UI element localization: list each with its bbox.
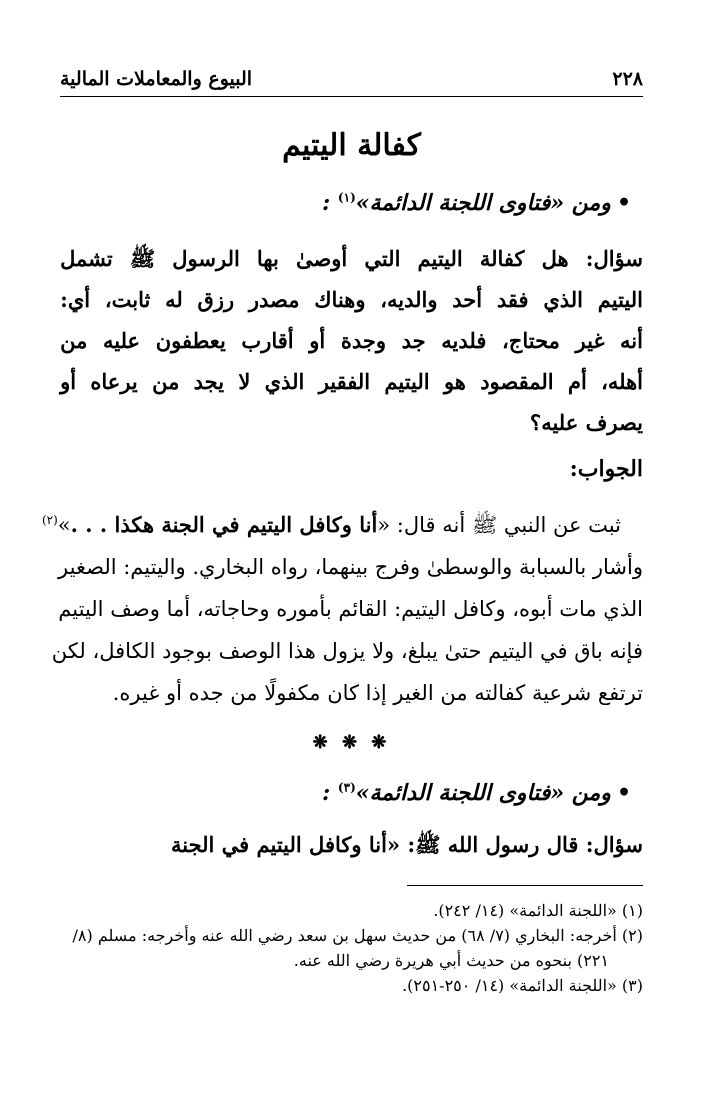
hadith-quote: أنا وكافل اليتيم في الجنة هكذا . . .	[70, 512, 378, 537]
word: الفقير	[318, 369, 371, 394]
footnote-3: (٣) «اللجنة الدائمة» (١٤/ ٢٥٠-٢٥١).	[402, 976, 643, 995]
question-1-line-5	[60, 402, 643, 443]
word: يعطفون	[155, 328, 226, 353]
question-1-line-1	[60, 238, 643, 279]
question-2	[60, 824, 643, 865]
book-page	[41, 0, 643, 1103]
word: عليه	[102, 328, 141, 353]
word: والديه،	[380, 287, 438, 312]
question-2-line-1: سؤال: قال رسول الله ﷺ: «أنا وكافل اليتيم في الجنة	[170, 832, 643, 857]
word: أحد	[452, 287, 483, 312]
answer-line-2: وأشار بالسبابة والوسطىٰ وفرج بينهما، رواه البخاري. واليتيم: الصغير	[58, 555, 643, 579]
word: أقارب	[241, 328, 294, 353]
word: أم	[567, 369, 587, 394]
word: غير	[575, 328, 605, 353]
word: أو	[309, 328, 326, 353]
answer-label: الجواب:	[569, 456, 643, 482]
answer-line-4: فإنه باق في اليتيم حتىٰ يبلغ، ولا يزول هذا الوصف بوجود الكافل، لكن	[51, 639, 643, 663]
word: لا	[238, 369, 251, 394]
running-title: البيوع والمعاملات المالية	[60, 68, 253, 90]
question-1-line-4	[60, 361, 643, 402]
word: له	[165, 287, 183, 312]
word: أنه	[620, 328, 643, 353]
source-colon-1: :	[322, 190, 331, 216]
word: يصرف عليه؟	[530, 410, 643, 435]
word: فقد	[496, 287, 529, 312]
word: المقصود	[480, 369, 554, 394]
word: أهله،	[601, 369, 643, 394]
page-number: ٢٢٨	[612, 68, 643, 90]
answer-line-1	[41, 499, 643, 546]
word: يرعاه	[90, 369, 138, 394]
source-text-2: ومن «فتاوى اللجنة الدائمة»	[355, 780, 611, 806]
word: تشمل	[60, 246, 113, 271]
page-header	[60, 62, 643, 90]
word: أو	[60, 369, 77, 394]
footnotes	[60, 898, 643, 998]
source-colon-2: :	[322, 780, 331, 806]
footnote-1: (١) «اللجنة الدائمة» (١٤/ ٢٤٢).	[433, 901, 643, 920]
word: هو	[443, 369, 466, 394]
bullet-2: •	[616, 780, 631, 806]
word: كفالة	[479, 246, 525, 271]
answer-line-1-pre: ثبت عن النبي ﷺ أنه قال: «	[377, 513, 621, 537]
source-heading-2	[60, 780, 631, 806]
word: التي	[364, 246, 401, 271]
word: اليتيم	[384, 369, 430, 394]
word: وجدة	[340, 328, 386, 353]
source-text-1: ومن «فتاوى اللجنة الدائمة»	[355, 190, 611, 216]
word: الذي	[264, 369, 305, 394]
word: ثابت،	[104, 287, 151, 312]
word: من	[152, 369, 180, 394]
answer-body	[41, 499, 643, 714]
word: من	[60, 328, 88, 353]
word: الرسول	[172, 246, 240, 271]
section-title: كفالة اليتيم	[282, 128, 421, 163]
word: بها	[256, 246, 279, 271]
word: رزق	[197, 287, 235, 312]
question-1-line-3	[60, 320, 643, 361]
footnote-ref-2: (٢)	[41, 513, 58, 527]
word: سؤال:	[585, 246, 643, 271]
question-1	[60, 238, 643, 443]
footnote-ref-3: (٣)	[337, 780, 356, 795]
footnote-2: (٢) أخرجه: البخاري (٧/ ٦٨) من حديث سهل بن سعد رضي الله عنه وأخرجه: مسلم (٨/	[72, 926, 643, 945]
word: أي:	[60, 287, 91, 312]
honorific-glyph: ﷺ	[129, 246, 156, 271]
answer-line-3: الذي مات أبوه، وكافل اليتيم: القائم بأموره وحاجاته، أما وصف اليتيم	[58, 597, 643, 621]
word: أوصىٰ	[295, 246, 348, 271]
word: الذي	[543, 287, 584, 312]
word: فلديه	[441, 328, 487, 353]
word: اليتيم	[417, 246, 463, 271]
footnote-ref-1: (١)	[337, 190, 356, 205]
section-separator: ❋ ❋ ❋	[312, 732, 391, 753]
answer-line-1-post: »	[57, 513, 71, 537]
word: مصدر	[248, 287, 300, 312]
word: جد	[401, 328, 426, 353]
word: وهناك	[314, 287, 366, 312]
footnote-2-continued: ٢٢١) بنحوه من حديث أبي هريرة رضي الله عنه.	[293, 951, 609, 970]
word: هل	[541, 246, 569, 271]
header-rule	[60, 96, 643, 97]
word: اليتيم	[597, 287, 643, 312]
answer-line-5: ترتفع شرعية كفالته من الغير إذا كان مكفولًا من جده أو غيره.	[112, 681, 643, 705]
source-heading-1	[60, 190, 631, 216]
question-1-line-2	[60, 279, 643, 320]
word: يجد	[193, 369, 225, 394]
word: محتاج،	[502, 328, 560, 353]
footnote-rule	[407, 885, 643, 886]
bullet-1: •	[616, 190, 631, 216]
